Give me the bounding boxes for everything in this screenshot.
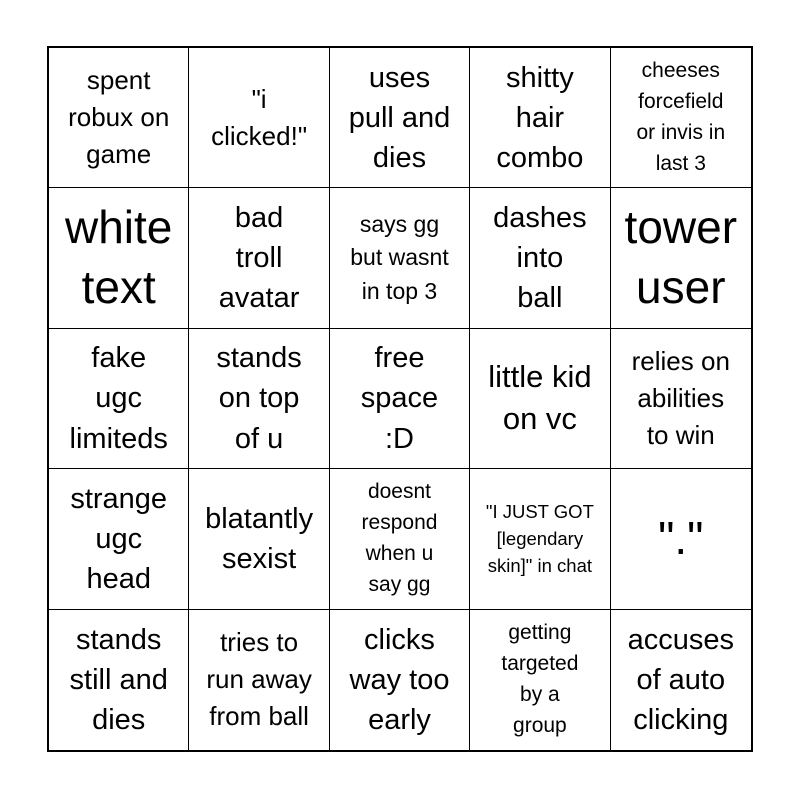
bingo-cell[interactable] [49, 469, 189, 609]
bingo-cell[interactable] [49, 610, 189, 750]
bingo-cell-text: little kid on vc [488, 359, 592, 437]
bingo-cell[interactable] [49, 188, 189, 328]
bingo-cell-text: shitty hair combo [496, 61, 584, 174]
bingo-cell-text: uses pull and dies [348, 61, 451, 174]
bingo-cell-text: clicks way too early [349, 623, 450, 736]
bingo-cell[interactable] [189, 610, 329, 750]
bingo-cell[interactable] [189, 48, 329, 188]
bingo-cell-text: tower user [624, 201, 738, 314]
bingo-cell[interactable] [330, 610, 470, 750]
bingo-cell-text: says gg but wasnt in top 3 [350, 211, 449, 304]
bingo-cell-text: "i clicked!" [211, 83, 308, 151]
bingo-cell-text: doesnt respond when u say gg [361, 480, 438, 596]
bingo-cell[interactable] [330, 469, 470, 609]
bingo-cell[interactable] [189, 469, 329, 609]
bingo-cell[interactable] [611, 329, 751, 469]
free-space-cell[interactable] [330, 329, 470, 469]
bingo-cell-text: relies on abilities to win [631, 346, 730, 450]
bingo-cell[interactable] [189, 329, 329, 469]
bingo-cell[interactable] [611, 610, 751, 750]
bingo-cell-text: bad troll avatar [218, 202, 300, 315]
bingo-cell[interactable] [189, 188, 329, 328]
bingo-cell-text: cheeses forcefield or invis in last 3 [636, 58, 726, 175]
bingo-cell-text: "I JUST GOT [legendary skin]" in chat [485, 501, 594, 577]
bingo-cell-text: accuses of auto clicking [627, 623, 734, 736]
bingo-cell-text: getting targeted by a group [501, 621, 579, 737]
bingo-cell[interactable] [49, 48, 189, 188]
bingo-cell[interactable] [330, 48, 470, 188]
bingo-cell[interactable] [49, 329, 189, 469]
bingo-cell-text: stands still and dies [69, 623, 168, 736]
bingo-board [47, 46, 753, 752]
bingo-cell-text: strange ugc head [70, 482, 168, 595]
bingo-cell[interactable] [611, 469, 751, 609]
bingo-cell[interactable] [611, 188, 751, 328]
bingo-cell-text: white text [65, 201, 173, 314]
bingo-cell-text: blatantly sexist [205, 502, 314, 575]
bingo-cell[interactable] [470, 610, 610, 750]
bingo-cell-text: dashes into ball [493, 202, 587, 315]
bingo-cell[interactable] [470, 329, 610, 469]
bingo-cell-text: spent robux on game [68, 65, 170, 170]
bingo-cell[interactable] [470, 469, 610, 609]
bingo-cell-text: fake ugc limiteds [69, 342, 168, 455]
bingo-cell[interactable] [470, 48, 610, 188]
bingo-cell-text: tries to run away from ball [206, 627, 312, 732]
bingo-cell-text: "." [658, 511, 704, 564]
bingo-cell-text: stands on top of u [216, 342, 302, 455]
bingo-cell[interactable] [611, 48, 751, 188]
bingo-cell[interactable] [470, 188, 610, 328]
bingo-cell-text: free space :D [360, 342, 439, 455]
bingo-cell[interactable] [330, 188, 470, 328]
